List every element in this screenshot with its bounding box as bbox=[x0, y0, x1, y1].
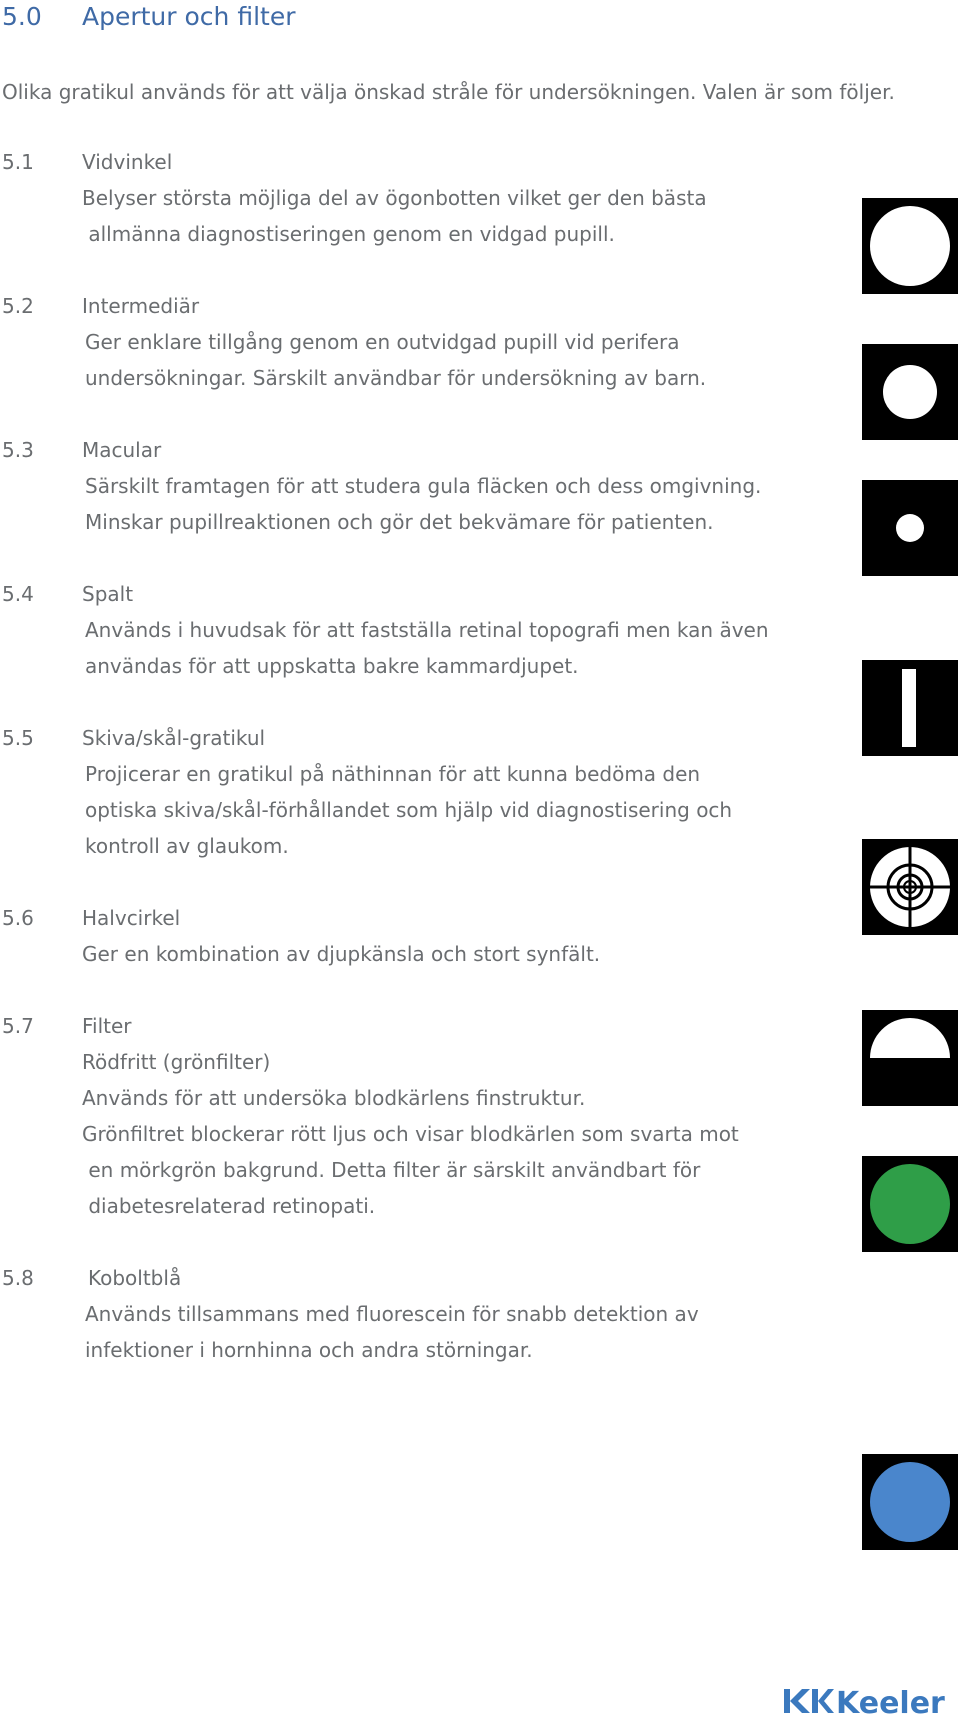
body-line: optiska skiva/skål-förhållandet som hjälp vid diagnostisering och bbox=[85, 798, 733, 822]
keeler-logo-mark bbox=[784, 1689, 834, 1713]
section-number: 5.3 bbox=[2, 438, 34, 462]
body-line: användas för att uppskatta bakre kammardjupet. bbox=[85, 654, 579, 678]
body-line: Belyser största möjliga del av ögonbotten vilket ger den bästa bbox=[82, 186, 707, 210]
body-line: allmänna diagnostiseringen genom en vidgad pupill. bbox=[82, 222, 615, 246]
section-number: 5.5 bbox=[2, 726, 34, 750]
section-title: Vidvinkel bbox=[82, 150, 173, 174]
section-body bbox=[82, 936, 822, 972]
body-line: diabetesrelaterad retinopati. bbox=[82, 1194, 376, 1218]
section-body bbox=[82, 180, 822, 252]
keeler-logo bbox=[784, 1686, 958, 1716]
section-title: Macular bbox=[82, 438, 162, 462]
cobalt-blue-filter-icon bbox=[862, 1454, 958, 1550]
heading-title: Apertur och filter bbox=[82, 2, 296, 31]
body-line: en mörkgrön bakgrund. Detta filter är särskilt användbart för bbox=[82, 1158, 701, 1182]
macular-aperture-icon bbox=[862, 480, 958, 576]
section-body bbox=[85, 324, 825, 396]
section-title: Skiva/skål-gratikul bbox=[82, 726, 266, 750]
body-line: Används tillsammans med fluorescein för snabb detektion av bbox=[85, 1302, 699, 1326]
body-line: Rödfritt (grönfilter) bbox=[82, 1050, 271, 1074]
body-line: Minskar pupillreaktionen och gör det bekvämare för patienten. bbox=[85, 510, 714, 534]
body-line: Ger en kombination av djupkänsla och stort synfält. bbox=[82, 942, 601, 966]
body-line: kontroll av glaukom. bbox=[85, 834, 289, 858]
body-line: Särskilt framtagen för att studera gula fläcken och dess omgivning. bbox=[85, 474, 762, 498]
section-number: 5.8 bbox=[2, 1266, 34, 1290]
section-body bbox=[85, 468, 825, 540]
slit-aperture-icon bbox=[862, 660, 958, 756]
body-line: Grönfiltret blockerar rött ljus och visar blodkärlen som svarta mot bbox=[82, 1122, 739, 1146]
heading-number: 5.0 bbox=[2, 2, 42, 31]
intro-text: Olika gratikul används för att välja önskad stråle för undersökningen. Valen är som följer. bbox=[2, 80, 895, 104]
section-title: Halvcirkel bbox=[82, 906, 181, 930]
body-line: Projicerar en gratikul på näthinnan för att kunna bedöma den bbox=[85, 762, 701, 786]
body-line: Används för att undersöka blodkärlens finstruktur. bbox=[82, 1086, 586, 1110]
half-circle-aperture-icon bbox=[862, 1010, 958, 1106]
section-body bbox=[85, 612, 825, 684]
body-line: undersökningar. Särskilt användbar för undersökning av barn. bbox=[85, 366, 707, 390]
section-body bbox=[85, 756, 825, 864]
wide-angle-aperture-icon bbox=[862, 198, 958, 294]
section-title: Intermediär bbox=[82, 294, 200, 318]
section-title: Filter bbox=[82, 1014, 132, 1038]
cup-disc-graticule-icon bbox=[862, 839, 958, 935]
section-title: Spalt bbox=[82, 582, 134, 606]
section-number: 5.6 bbox=[2, 906, 34, 930]
section-number: 5.2 bbox=[2, 294, 34, 318]
section-title: Koboltblå bbox=[88, 1266, 182, 1290]
section-number: 5.1 bbox=[2, 150, 34, 174]
section-number: 5.4 bbox=[2, 582, 34, 606]
intermediate-aperture-icon bbox=[862, 344, 958, 440]
section-body bbox=[85, 1296, 825, 1368]
body-line: Används i huvudsak för att fastställa retinal topografi men kan även bbox=[85, 618, 769, 642]
red-free-filter-icon bbox=[862, 1156, 958, 1252]
logo-text: Keeler bbox=[836, 1686, 945, 1716]
body-line: Ger enklare tillgång genom en outvidgad pupill vid perifera bbox=[85, 330, 680, 354]
body-line: infektioner i hornhinna och andra störningar. bbox=[85, 1338, 533, 1362]
section-body bbox=[82, 1044, 822, 1224]
section-number: 5.7 bbox=[2, 1014, 34, 1038]
